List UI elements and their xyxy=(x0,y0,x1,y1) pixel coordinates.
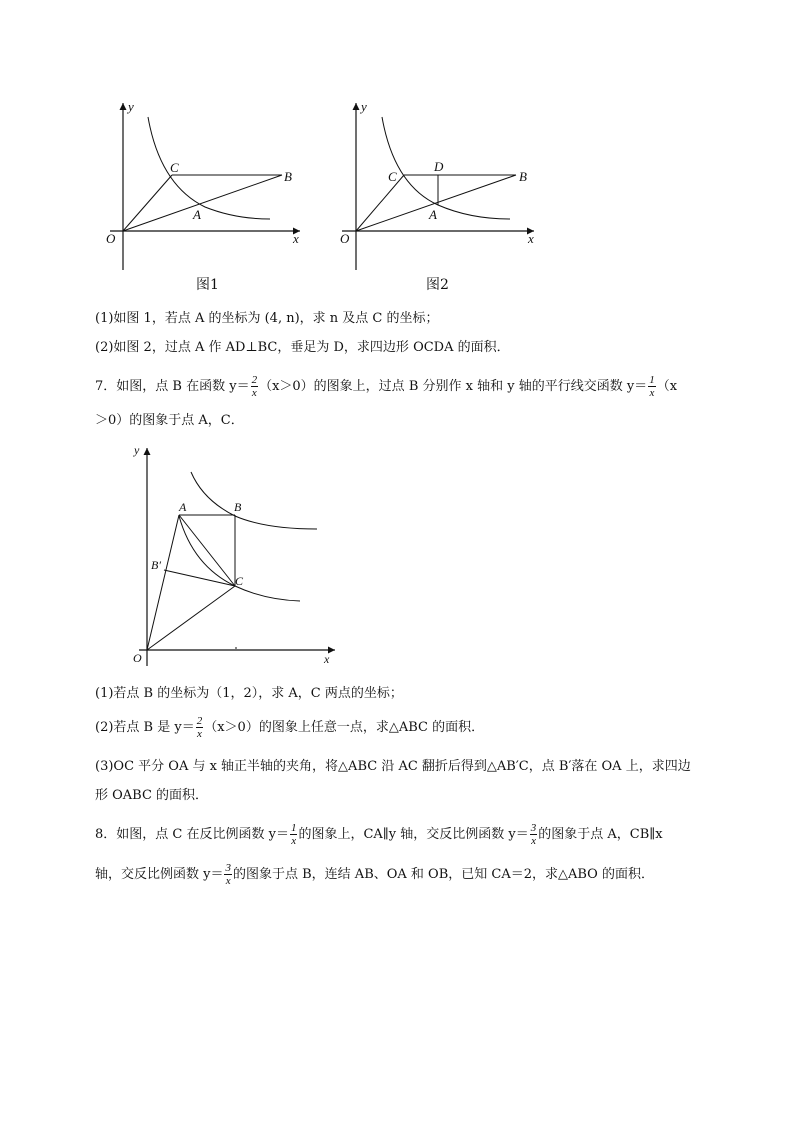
figure-1-caption: 图1 xyxy=(196,277,219,293)
y-axis-label: y xyxy=(128,99,134,114)
x-axis-label: x xyxy=(293,231,299,246)
q8-b: 的图象上，CA∥y 轴，交反比例函数 y＝ xyxy=(298,827,529,842)
q7-part-2-b: （x＞0）的图象上任意一点，求△ABC 的面积． xyxy=(204,720,485,735)
point-b-label: B xyxy=(519,169,527,184)
y-axis-label: y xyxy=(361,99,367,114)
q7-intro-line-2: ＞0）的图象于点 A，C． xyxy=(95,413,244,428)
point-b-label: B xyxy=(284,169,292,184)
hyperbola-curve xyxy=(148,117,270,219)
origin-label: O xyxy=(133,651,142,665)
q7-intro-a: 7．如图，点 B 在函数 y＝ xyxy=(95,379,250,394)
point-a-label: A xyxy=(179,500,187,514)
point-a-label: A xyxy=(429,207,437,222)
point-a-label: A xyxy=(193,207,201,222)
y-axis-label: y xyxy=(134,443,140,457)
point-c-label: C xyxy=(170,160,179,175)
point-bprime-label: B′ xyxy=(151,558,161,572)
q8-line-2 xyxy=(95,862,654,887)
point-c-label: C xyxy=(388,169,397,184)
x-axis-label: x xyxy=(324,652,330,666)
q8-line-2-b: 的图象于点 B，连结 AB、OA 和 OB，已知 CA＝2，求△ABO 的面积． xyxy=(232,867,654,882)
q8-line-1 xyxy=(95,822,663,847)
figure-3 xyxy=(125,438,345,670)
fraction-2-over-x: $\frac{2}{x}$ xyxy=(251,374,258,399)
hyperbola-curve xyxy=(382,117,510,219)
fraction-3-over-x: $\frac{3}{x}$ xyxy=(225,862,231,887)
figure-1 xyxy=(100,95,320,280)
q8-a: 8．如图，点 C 在反比例函数 y＝ xyxy=(95,827,289,842)
origin-label: O xyxy=(106,231,116,246)
fraction-1-over-x: $\frac{1}{x}$ xyxy=(290,822,297,847)
q6-part-2: (2)如图 2，过点 A 作 AD⊥BC，垂足为 D，求四边形 OCDA 的面积． xyxy=(95,340,510,355)
q6-part-1: (1)如图 1，若点 A 的坐标为 (4, n)，求 n 及点 C 的坐标； xyxy=(95,311,439,326)
x-axis-label: x xyxy=(528,231,534,246)
q8-line-2-a: 轴，交反比例函数 y＝ xyxy=(95,867,224,882)
q7-part-3-line-2: 形 OABC 的面积． xyxy=(95,788,209,803)
q7-part-2-a: (2)若点 B 是 y＝ xyxy=(95,720,195,735)
fraction-2-over-x: $\frac{2}{x}$ xyxy=(196,715,203,740)
origin-label: O xyxy=(340,231,350,246)
q8-c: 的图象于点 A，CB∥x xyxy=(538,827,663,842)
figure-2-caption: 图2 xyxy=(426,277,449,293)
q7-intro-c: （x xyxy=(656,379,678,394)
figure-2 xyxy=(330,95,550,280)
hyperbola-upper xyxy=(191,472,317,529)
q7-part-1: (1)若点 B 的坐标为（1，2），求 A，C 两点的坐标； xyxy=(95,686,403,701)
point-b-label: B xyxy=(234,500,242,514)
q7-part-2 xyxy=(95,715,484,740)
q7-intro-b: （x＞0）的图象上，过点 B 分别作 x 轴和 y 轴的平行线交函数 y＝ xyxy=(259,379,648,394)
fraction-3-over-x: $\frac{3}{x}$ xyxy=(530,822,537,847)
fraction-1-over-x: $\frac{1}{x}$ xyxy=(649,374,655,399)
point-c-label: C xyxy=(235,574,244,588)
point-d-label: D xyxy=(434,159,444,174)
q7-intro-line-1 xyxy=(95,374,677,399)
hyperbola-lower xyxy=(179,516,300,601)
q7-part-3-line-1: (3)OC 平分 OA 与 x 轴正半轴的夹角，将△ABC 沿 AC 翻折后得到△AB′C，点 B′落在 OA 上，求四边 xyxy=(95,759,691,774)
